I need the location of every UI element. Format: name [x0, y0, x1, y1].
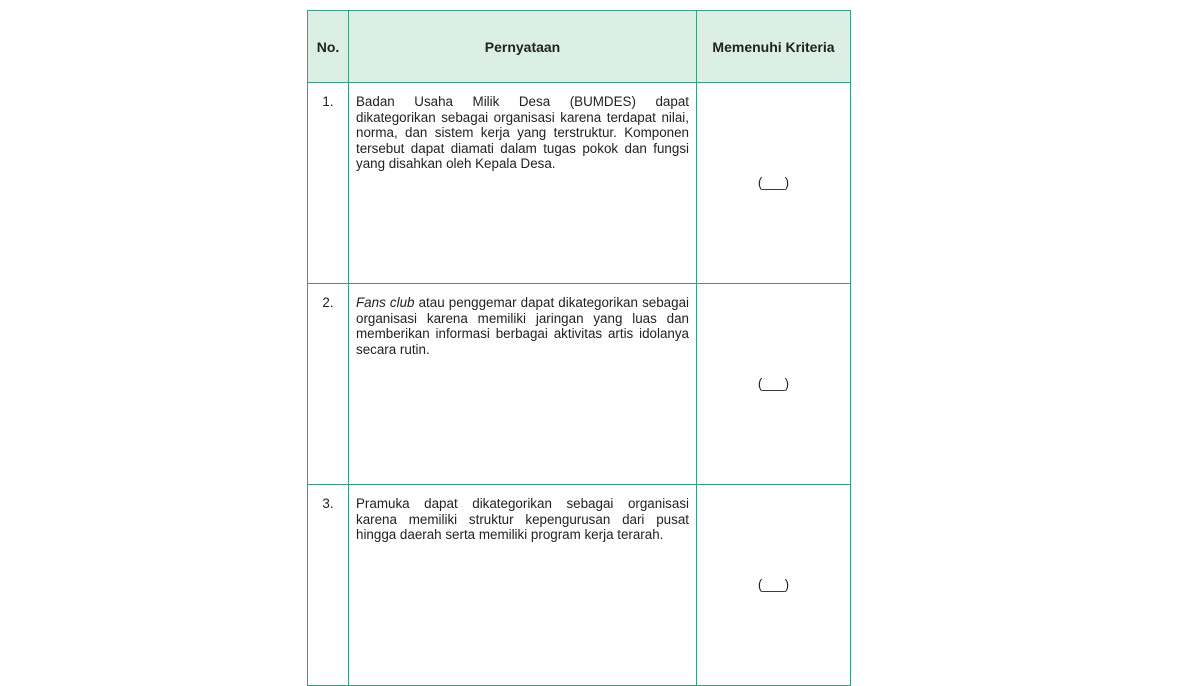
- statement-italic-lead: Fans club: [356, 295, 415, 310]
- criteria-cell[interactable]: [697, 485, 851, 686]
- statement-cell: [349, 485, 697, 686]
- criteria-blank[interactable]: (___): [757, 175, 790, 191]
- row-number: 1.: [308, 83, 349, 284]
- criteria-table-container: [307, 10, 850, 686]
- statement-cell: [349, 284, 697, 485]
- statement-text: Pramuka dapat dikategorikan sebagai organisasi karena memiliki struktur kepengurusan dari pusat hingga daerah serta memiliki program kerja terarah.: [356, 496, 689, 543]
- header-no: No.: [308, 11, 349, 83]
- row-number: 3.: [308, 485, 349, 686]
- criteria-cell[interactable]: [697, 284, 851, 485]
- statement-text: atau penggemar dapat dikategorikan sebagai organisasi karena memiliki jaringan yang luas dan memberikan informasi berbagai aktivitas artis idolanya secara rutin.: [356, 295, 689, 357]
- statement-cell: [349, 83, 697, 284]
- criteria-blank[interactable]: (___): [757, 376, 790, 392]
- header-statement: Pernyataan: [349, 11, 697, 83]
- header-criteria: Memenuhi Kriteria: [697, 11, 851, 83]
- row-number: 2.: [308, 284, 349, 485]
- table-row: [308, 485, 851, 686]
- criteria-blank[interactable]: (___): [757, 577, 790, 593]
- table-row: [308, 284, 851, 485]
- criteria-table: [307, 10, 851, 686]
- criteria-cell[interactable]: [697, 83, 851, 284]
- table-row: [308, 83, 851, 284]
- statement-text: Badan Usaha Milik Desa (BUMDES) dapat dikategorikan sebagai organisasi karena terdapat nilai, norma, dan sistem kerja yang terstruktur. Komponen tersebut dapat diamati dalam tugas pokok dan fungsi yang disahkan oleh Kepala Desa.: [356, 94, 689, 172]
- table-header-row: [308, 11, 851, 83]
